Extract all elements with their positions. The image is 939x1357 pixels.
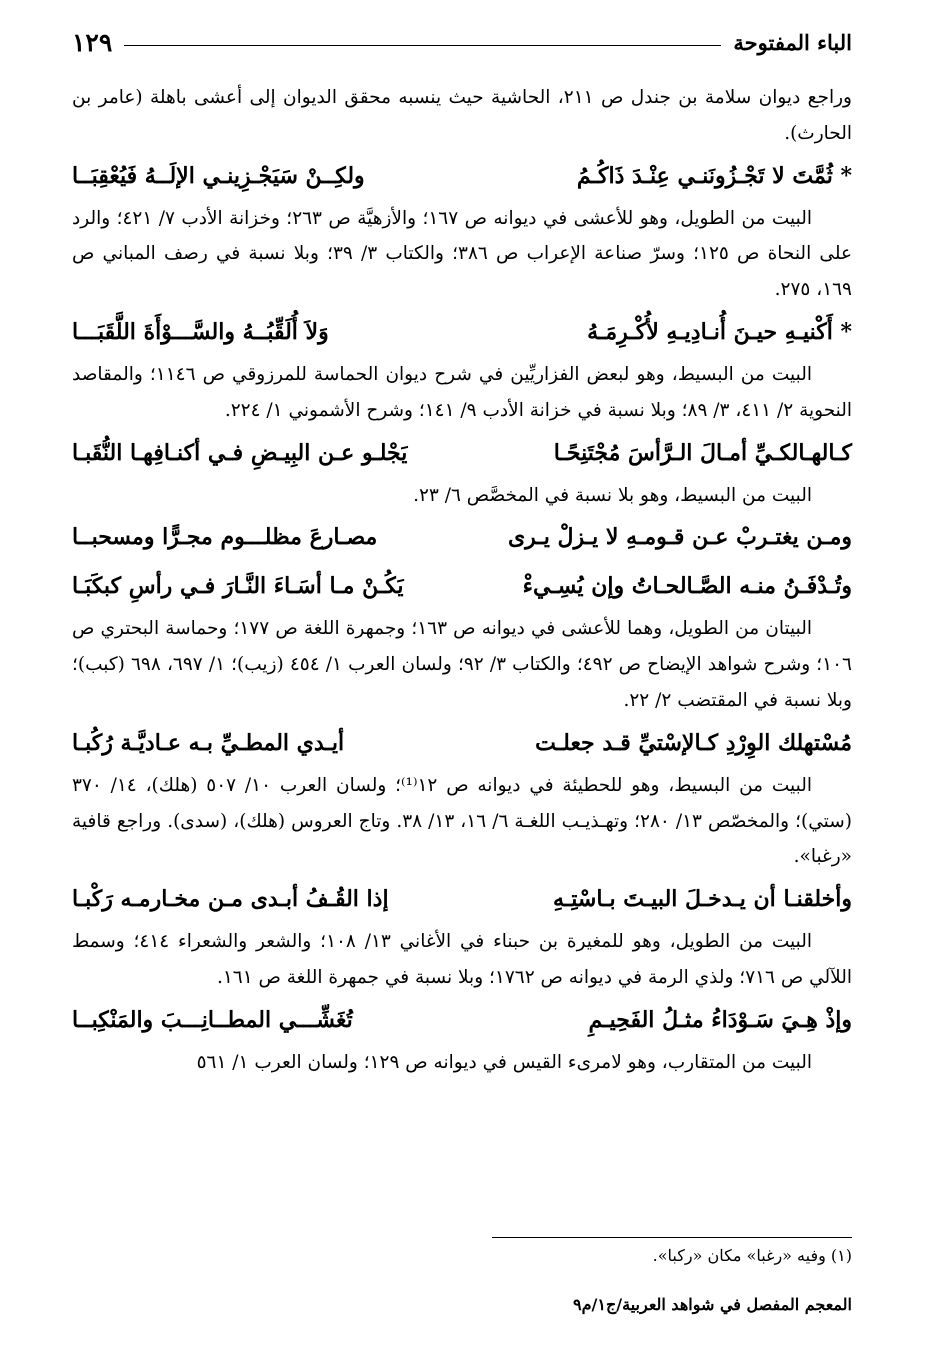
- entry: [72, 719, 852, 875]
- verse-commentary: البيت من الطويل، وهو للأعشى في ديوانه ص ١٦٧؛ والأزهيَّة ص ٢٦٣؛ وخزانة الأدب ٧/ ٤٢١؛ والرد على النحاة ص ١٢٥؛ وسرّ صناعة الإعراب ص ٣٨٦؛ والكتاب ٣/ ٣٩؛ وبلا نسبة في رصف المباني ص ١٦٩، ٢٧٥.: [72, 207, 852, 301]
- entry: [72, 429, 852, 514]
- entry: [72, 996, 852, 1081]
- main-text: [72, 80, 852, 1081]
- verse-commentary: البيت من البسيط، وهو لبعض الفزاريِّين في شرح ديوان الحماسة للمرزوقي ص ١١٤٦؛ والمقاصد النحوية ٢/ ٤١١، ٣/ ٨٩؛ وبلا نسبة في خزانة الأدب ٩/ ١٤١؛ وشرح الأشموني ١/ ٢٢٤.: [72, 363, 852, 421]
- intro-paragraph: وراجع ديوان سلامة بن جندل ص ٢١١، الحاشية حيث ينسبه محقق الديوان إلى أعشى باهلة (عامر بن الحارث).: [72, 87, 852, 144]
- verse-commentary: البيتان من الطويل، وهما للأعشى في ديوانه ص ١٦٣؛ وجمهرة اللغة ص ١٧٧؛ وحماسة البحتري ص ١٠٦؛ وشرح شواهد الإيضاح ص ٤٩٢؛ والكتاب ٣/ ٩٢؛ ولسان العرب ١/ ٤٥٤ (زيب)؛ ١/ ٦٩٧، ٦٩٨ (كبب)؛ وبلا نسبة في المقتضب ٢/ ٢٢.: [72, 618, 852, 711]
- signature-mark: المعجم المفصل في شواهد العربية/ج١/م٩: [573, 1295, 852, 1314]
- verse-commentary: البيت من البسيط، وهو للحطيئة في ديوانه ص ١٢⁽¹⁾؛ ولسان العرب ١٠/ ٥٠٧ (هلك)، ١٤/ ٣٧٠ (ستي)؛ والمخصّص ١٣/ ٢٨٠؛ وتهـذيـب اللغـة ٦/ ١٦، ١٣/ ٣٨. وتاج العروس (هلك)، (سدى). وراجع قافية «رغبا».: [72, 774, 852, 868]
- verse-second-hemistich: يَكُـنْ مـا أسَـاءَ النَّـارَ فـي رأسِ كبكَبَـا: [72, 573, 404, 600]
- verse-commentary: البيت من البسيط، وهو بلا نسبة في المخصَّص ٦/ ٢٣.: [413, 484, 812, 506]
- verse-line: [72, 996, 852, 1045]
- verse-line: [72, 429, 852, 478]
- verse-second-hemistich: يَجْلـو عـن البِيـضِ فـي أكنـافِهـا النُّقَبـا: [72, 439, 408, 466]
- chapter-title: الباء المفتوحة: [733, 29, 852, 55]
- entry: [72, 152, 852, 308]
- verse-first-hemistich: * أَكْنيـهِ حيـنَ أُنـادِيـهِ لأُكْـرِمَـهُ: [587, 318, 852, 345]
- entry: [72, 308, 852, 429]
- footnote: (١) وفيه «رغبا» مكان «ركبا».: [652, 1246, 852, 1265]
- verse-line: [72, 308, 852, 357]
- verse-line: [72, 562, 852, 611]
- verse-first-hemistich: وإذْ هِـيَ سَـوْدَاءُ مثـلُ الفَحِيـمِ: [588, 1006, 852, 1033]
- header-rule: [124, 45, 721, 46]
- verse-first-hemistich: وأخلقنـا أن يـدخـلَ البيـتَ بـاسْتِـهِ: [553, 886, 852, 913]
- verse-second-hemistich: تُغَشِّـــي المطــانِـــبَ والمَنْكِبــا: [72, 1006, 353, 1033]
- footnotes: [72, 1237, 852, 1268]
- verse-first-hemistich: ومـن يغتـربْ عـن قـومـهِ لا يـزلْ يـرى: [507, 524, 852, 551]
- verse-second-hemistich: إذا القُـفُ أبـدى مـن مخـارمـه رَكْبـا: [72, 886, 389, 913]
- verse-commentary: البيت من المتقارب، وهو لامرىء القيس في ديوانه ص ١٢٩؛ ولسان العرب ١/ ٥٦١: [196, 1051, 812, 1073]
- page-number: ١٢٩: [72, 27, 113, 57]
- verse-line: [72, 875, 852, 924]
- running-header: [72, 24, 852, 60]
- verse-first-hemistich: * ثُمَّتَ لا تَجْـزُونَنـي عِنْـدَ ذَاكُـمُ: [576, 162, 852, 189]
- verse-first-hemistich: وتُـدْفَـنُ منـه الصَّـالحـاتُ وإن يُسِـيءْ: [522, 573, 852, 600]
- verse-line: [72, 719, 852, 768]
- verse-second-hemistich: مصـارعَ مظلـــوم مجـرًّا ومسحبــا: [72, 524, 378, 551]
- entry: [72, 875, 852, 996]
- verse-line: [72, 152, 852, 201]
- verse-line: [72, 513, 852, 562]
- verse-second-hemistich: ولكِــنْ سَيَجْـزِينـي الإلَــهُ فَيُعْقِبَــا: [72, 162, 365, 189]
- verse-second-hemistich: وَلاَ أُلَقِّبُــهُ والسَّـــوْأَةَ اللَّقَبَـــا: [72, 318, 329, 345]
- verse-first-hemistich: كـالهـالكـيِّ أمـالَ الـرَّأسَ مُجْتَنِحًـا: [553, 439, 852, 466]
- verse-first-hemistich: مُسْتهلك الوِرْدِ كـالإسْتيِّ قـد جعلـت: [535, 729, 852, 756]
- footnote-rule: [492, 1237, 852, 1238]
- verse-commentary: البيت من الطويل، وهو للمغيرة بن حبناء في الأغاني ١٣/ ١٠٨؛ والشعر والشعراء ٤١٤؛ وسمط اللآلي ص ٧١٦؛ ولذي الرمة في ديوانه ص ١٧٦٢؛ وبلا نسبة في جمهرة اللغة ص ١٦١.: [72, 931, 852, 988]
- verse-second-hemistich: أيـدي المطـيِّ بـه عـاديَّـة رُكُبـا: [72, 729, 345, 756]
- entry: [72, 513, 852, 718]
